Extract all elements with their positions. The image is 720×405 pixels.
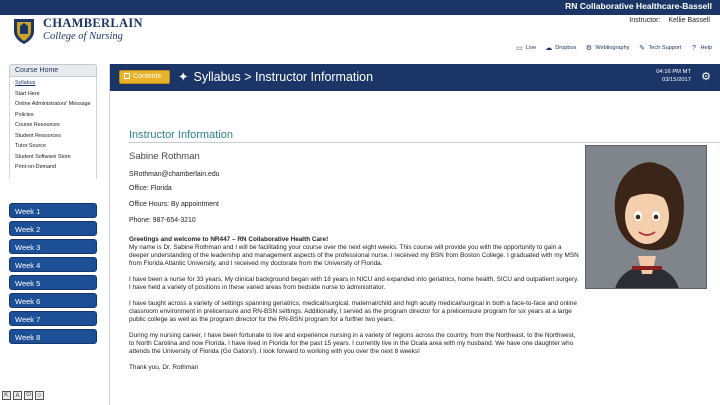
contents-icon <box>124 73 130 79</box>
live-icon: ▭ <box>516 45 523 52</box>
logo-title: CHAMBERLAIN <box>43 16 143 30</box>
user-icon[interactable]: ☺ <box>36 392 43 399</box>
paragraph-3: I have taught across a variety of settings spanning geriatrics, medical/surgical, maternal/child and high acuity medical/surgical in both a face-to-face and online classroom environment in prelicensure and RN-BSN settings. Additionally, I served as the program director for a prelicensure program for six years at a large public college as well as the program director for the RN-BSN program for a further two years. <box>129 300 577 323</box>
current-time: 04:16 PM MT <box>656 69 691 75</box>
course-title: RN Collaborative Healthcare-Bassell <box>565 1 712 11</box>
instructor-info <box>629 17 710 24</box>
settings-gear-icon[interactable]: ⚙ <box>701 71 711 83</box>
instructor-office: Office: Florida <box>129 185 172 192</box>
nav-item-print-on-demand[interactable]: Print-on-Demand <box>15 164 57 170</box>
paragraph-4: During my nursing career, I have been fortunate to live and experience nursing in a variety of regions across the country, from the Northeast, to the Northwest, to North Carolina and now Florida. I have lived in Florida for the past 15 years. I currently live in the Ocala area with my husband. We have one daughter who attends the University of Florida (Go Gators!). I look forward to working with you over the next 8 weeks! <box>129 332 576 355</box>
course-home-menu <box>9 77 97 179</box>
webliography-label: Webliography <box>595 45 630 51</box>
tech-support-label: Tech Support <box>648 45 682 51</box>
top-bar <box>0 0 720 15</box>
greeting: Greetings and welcome to NR447 – RN Collaborative Health Care! <box>129 236 329 243</box>
resize-icon[interactable]: ⇱ <box>3 393 10 399</box>
week-1-button[interactable]: Week 1 <box>9 203 97 218</box>
instructor-full-name: Sabine Rothman <box>129 151 200 162</box>
left-navigation <box>9 64 97 179</box>
nav-item-policies[interactable]: Policies <box>15 111 34 118</box>
webliography-link[interactable] <box>584 44 629 52</box>
content-header <box>110 64 720 91</box>
tool-links <box>515 44 712 52</box>
tech-support-link[interactable] <box>638 44 682 52</box>
page-title <box>178 69 373 84</box>
nav-item-admin-message[interactable]: Online Administrators' Message <box>15 101 91 107</box>
instructor-phone: Phone: 987-654-3210 <box>129 217 196 224</box>
week-8-button[interactable]: Week 8 <box>9 329 97 344</box>
week-7-button[interactable]: Week 7 <box>9 311 97 326</box>
dropbox-label: Dropbox <box>555 45 577 51</box>
course-home-link[interactable]: Course Home <box>9 64 97 77</box>
week-list <box>9 203 97 347</box>
section-title: Instructor Information <box>129 129 233 141</box>
help-icon: ? <box>692 44 696 52</box>
week-3-button[interactable]: Week 3 <box>9 239 97 254</box>
current-date: 03/15/2017 <box>661 76 691 83</box>
nav-item-tutor-source[interactable]: Tutor Source <box>15 143 46 149</box>
webliography-icon: ⚙ <box>585 45 593 52</box>
nav-item-syllabus[interactable]: Syllabus <box>15 80 36 86</box>
instructor-name: Kellie Bassell <box>668 17 710 24</box>
section-divider <box>129 142 720 143</box>
nav-item-student-resources[interactable]: Student Resources <box>15 132 61 139</box>
week-6-button[interactable]: Week 6 <box>9 293 97 308</box>
compass-icon: ✦ <box>178 70 189 84</box>
dropbox-icon: ☁ <box>545 45 553 52</box>
instructor-email[interactable]: SRothman@chamberlain.edu <box>129 171 220 178</box>
week-5-button[interactable]: Week 5 <box>9 275 97 290</box>
footer-toolbar <box>2 391 44 400</box>
dropbox-link[interactable] <box>544 44 576 52</box>
week-2-button[interactable]: Week 2 <box>9 221 97 236</box>
help-label: Help <box>700 45 712 51</box>
nav-item-software-store[interactable]: Student Software Store <box>15 153 71 160</box>
chamberlain-logo[interactable] <box>12 15 143 47</box>
live-label: Live <box>525 45 537 51</box>
datetime <box>656 69 691 84</box>
contents-button[interactable] <box>119 70 170 84</box>
paragraph-1: My name is Dr. Sabine Rothman and I will be facilitating your course over the next eight weeks. This course will provide you with the opportunity to gain a deeper understanding of the leadership and management aspects of the professional nurse. I received my BSN from Boston College. I graduated with my MSN from Florida Atlantic University, and I received my doctorate from the University of Florida. <box>129 244 579 267</box>
page-title-text: Syllabus > Instructor Information <box>193 70 374 84</box>
instructor-office-hours: Office Hours: By appointment <box>129 201 219 208</box>
help-link[interactable] <box>689 44 712 52</box>
nav-item-start-here[interactable]: Start Here <box>15 90 40 97</box>
week-4-button[interactable]: Week 4 <box>9 257 97 272</box>
welcome-message <box>129 236 579 380</box>
closing: Thank you, Dr. Rothman <box>129 364 199 371</box>
tech-support-icon: ✎ <box>639 45 645 52</box>
paragraph-2: I have been a nurse for 33 years. My clinical background began with 18 years in NICU and expanded into geriatrics, home health, SICU and outpatient surgery. I have held a variety of positions in these varied areas from bedside nurse to administrator. <box>129 276 579 291</box>
main-content <box>109 64 720 405</box>
live-link[interactable] <box>515 44 536 52</box>
avatar-illustration <box>586 146 707 289</box>
instructor-avatar <box>585 145 707 289</box>
instructor-label: Instructor: <box>629 17 661 24</box>
nav-item-course-resources[interactable]: Course Resources <box>15 122 60 128</box>
logo-subtitle: College of Nursing <box>43 31 123 42</box>
contents-label: Contents <box>133 73 162 80</box>
shield-icon <box>12 17 36 45</box>
power-icon[interactable]: ⏻ <box>24 391 33 400</box>
accessibility-icon[interactable]: A <box>13 391 22 400</box>
